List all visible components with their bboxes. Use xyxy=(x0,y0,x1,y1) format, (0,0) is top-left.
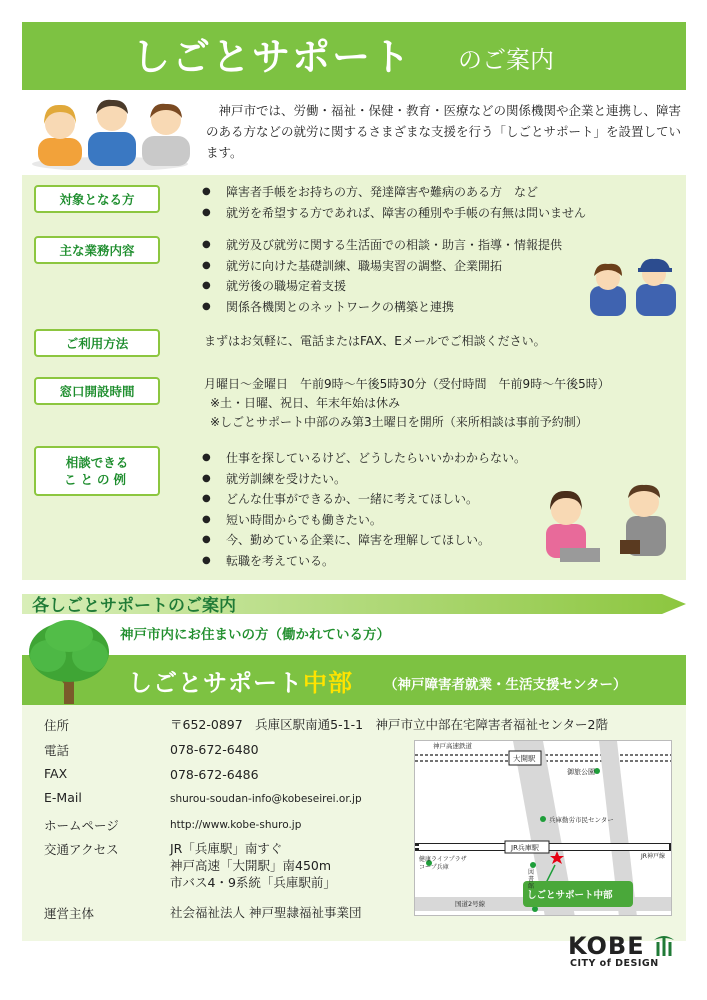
map-label-park: 御旅公園 xyxy=(567,768,595,776)
list-item: ● 就労に向けた基礎訓練、職場実習の調整、企業開拓 xyxy=(202,256,562,277)
list-item: ● 就労を希望する方であれば、障害の種別や手帳の有無は問いません xyxy=(202,203,586,224)
center-name-accent: 中部 xyxy=(303,669,353,697)
guide-banner-text: 各しごとサポートのご案内 xyxy=(32,596,236,616)
center-org: （神戸障害者就業・生活支援センター） xyxy=(384,677,627,693)
map-label-plaza-line: 健康ライフプラザ xyxy=(419,856,467,863)
workers-illustration xyxy=(584,256,686,318)
map-label-center: しごとサポート中部 xyxy=(527,890,613,901)
map-label-kosoku: 神戸高速鉄道 xyxy=(433,742,472,750)
fax-label: FAX xyxy=(44,766,68,781)
usage-label: ご利用方法 xyxy=(34,329,160,357)
hours-block xyxy=(204,375,610,432)
hours-line: ※しごとサポート中部のみ第3土曜日を開所（来所相談は事前予約制） xyxy=(210,415,588,429)
phone-value: 078-672-6480 xyxy=(170,742,259,757)
list-item: ● どんな仕事ができるか、一緒に考えてほしい。 xyxy=(202,489,526,510)
map-label-library-char: 館 xyxy=(528,883,535,890)
list-item: ● 就労及び就労に関する生活面での相談・助言・指導・情報提供 xyxy=(202,235,562,256)
map-label-jr-line: JR神戸線 xyxy=(641,853,665,860)
map-label-library-char: 図 xyxy=(528,869,535,876)
target-label: 対象となる方 xyxy=(34,185,160,213)
page-subtitle: のご案内 xyxy=(458,46,554,74)
hours-line: 月曜日～金曜日 午前9時～午後5時30分（受付時間 午前9時～午後5時） xyxy=(204,377,610,391)
center-name xyxy=(128,663,353,698)
operator-label: 運営主体 xyxy=(44,906,95,921)
list-item: ● 関係各機関とのネットワークの構築と連携 xyxy=(202,297,562,318)
intro-text: 神戸市では、労働・福祉・保健・教育・医療などの関係機関や企業と連携し、障害のある方などの就労に関するさまざまな支援を行う「しごとサポート」を設置しています。 xyxy=(206,103,682,160)
map-label-culture: 兵庫勤労市民センター xyxy=(549,816,614,824)
kobe-tagline: CITY of DESIGN xyxy=(570,958,659,969)
access-line: JR「兵庫駅」南すぐ xyxy=(170,841,283,856)
list-item: ● 今、勤めている企業に、障害を理解してほしい。 xyxy=(202,530,526,551)
center-name-prefix: しごとサポート xyxy=(128,669,303,697)
page-title: しごとサポート xyxy=(132,35,413,79)
examples-label xyxy=(34,446,160,496)
web-link[interactable]: http://www.kobe-shuro.jp xyxy=(170,819,302,831)
address-value: 〒652-0897 兵庫区駅南通5-1-1 神戸市立中部在宅障害者福祉センター2階 xyxy=(170,717,609,732)
list-item: ● 転職を考えている。 xyxy=(202,551,526,572)
list-item: ● 就労後の職場定着支援 xyxy=(202,276,562,297)
email-link[interactable]: shurou-soudan-info@kobeseirei.or.jp xyxy=(170,793,362,805)
examples-label-line: ことの例 xyxy=(63,472,130,487)
consultation-illustration xyxy=(540,478,686,570)
target-list xyxy=(202,182,586,223)
list-item: ● 就労訓練を受けたい。 xyxy=(202,469,526,490)
list-item: ● 短い時間からでも働きたい。 xyxy=(202,510,526,531)
usage-text: まずはお気軽に、電話またはFAX、Eメールでご相談ください。 xyxy=(204,334,546,348)
list-item: ● 仕事を探しているけど、どうしたらいいかわからない。 xyxy=(202,448,526,469)
access-block xyxy=(170,840,336,891)
operator-value: 社会福祉法人 神戸聖隷福祉事業団 xyxy=(170,905,362,920)
web-label: ホームページ xyxy=(44,818,119,833)
map-label-daikai: 大開駅 xyxy=(513,754,536,763)
fax-value: 078-672-6486 xyxy=(170,767,259,782)
phone-label: 電話 xyxy=(44,743,70,758)
access-line: 神戸高速「大開駅」南450m xyxy=(170,858,332,873)
access-line: 市バス4・9系統「兵庫駅前」 xyxy=(170,875,336,890)
services-label: 主な業務内容 xyxy=(34,236,160,264)
hours-line: ※土・日曜、祝日、年末年始は休み xyxy=(210,396,401,410)
email-label: E-Mail xyxy=(44,790,82,805)
list-item: ● 障害者手帳をお持ちの方、発達障害や難病のある方 など xyxy=(202,182,586,203)
services-list xyxy=(202,235,562,317)
examples-label-line: 相談できる xyxy=(65,455,129,470)
access-map xyxy=(414,740,672,916)
address-label: 住所 xyxy=(44,718,70,733)
kobe-logo xyxy=(568,932,680,972)
map-label-jr-station: JR兵庫駅 xyxy=(511,844,539,852)
map-label-plaza-line: コープ兵庫 xyxy=(419,864,449,871)
map-label-plaza xyxy=(419,856,467,872)
resident-note: 神戸市内にお住まいの方（働かれている方） xyxy=(120,627,390,643)
examples-list xyxy=(202,448,526,571)
people-illustration xyxy=(30,92,198,170)
kobe-emblem-icon xyxy=(652,934,676,958)
hours-label: 窓口開設時間 xyxy=(34,377,160,405)
map-label-route2: 国道2号線 xyxy=(455,900,486,908)
map-label-library-char: 書 xyxy=(528,876,535,883)
tree-icon xyxy=(26,616,112,706)
kobe-wordmark: KOBE xyxy=(568,932,645,960)
access-label: 交通アクセス xyxy=(44,842,119,857)
